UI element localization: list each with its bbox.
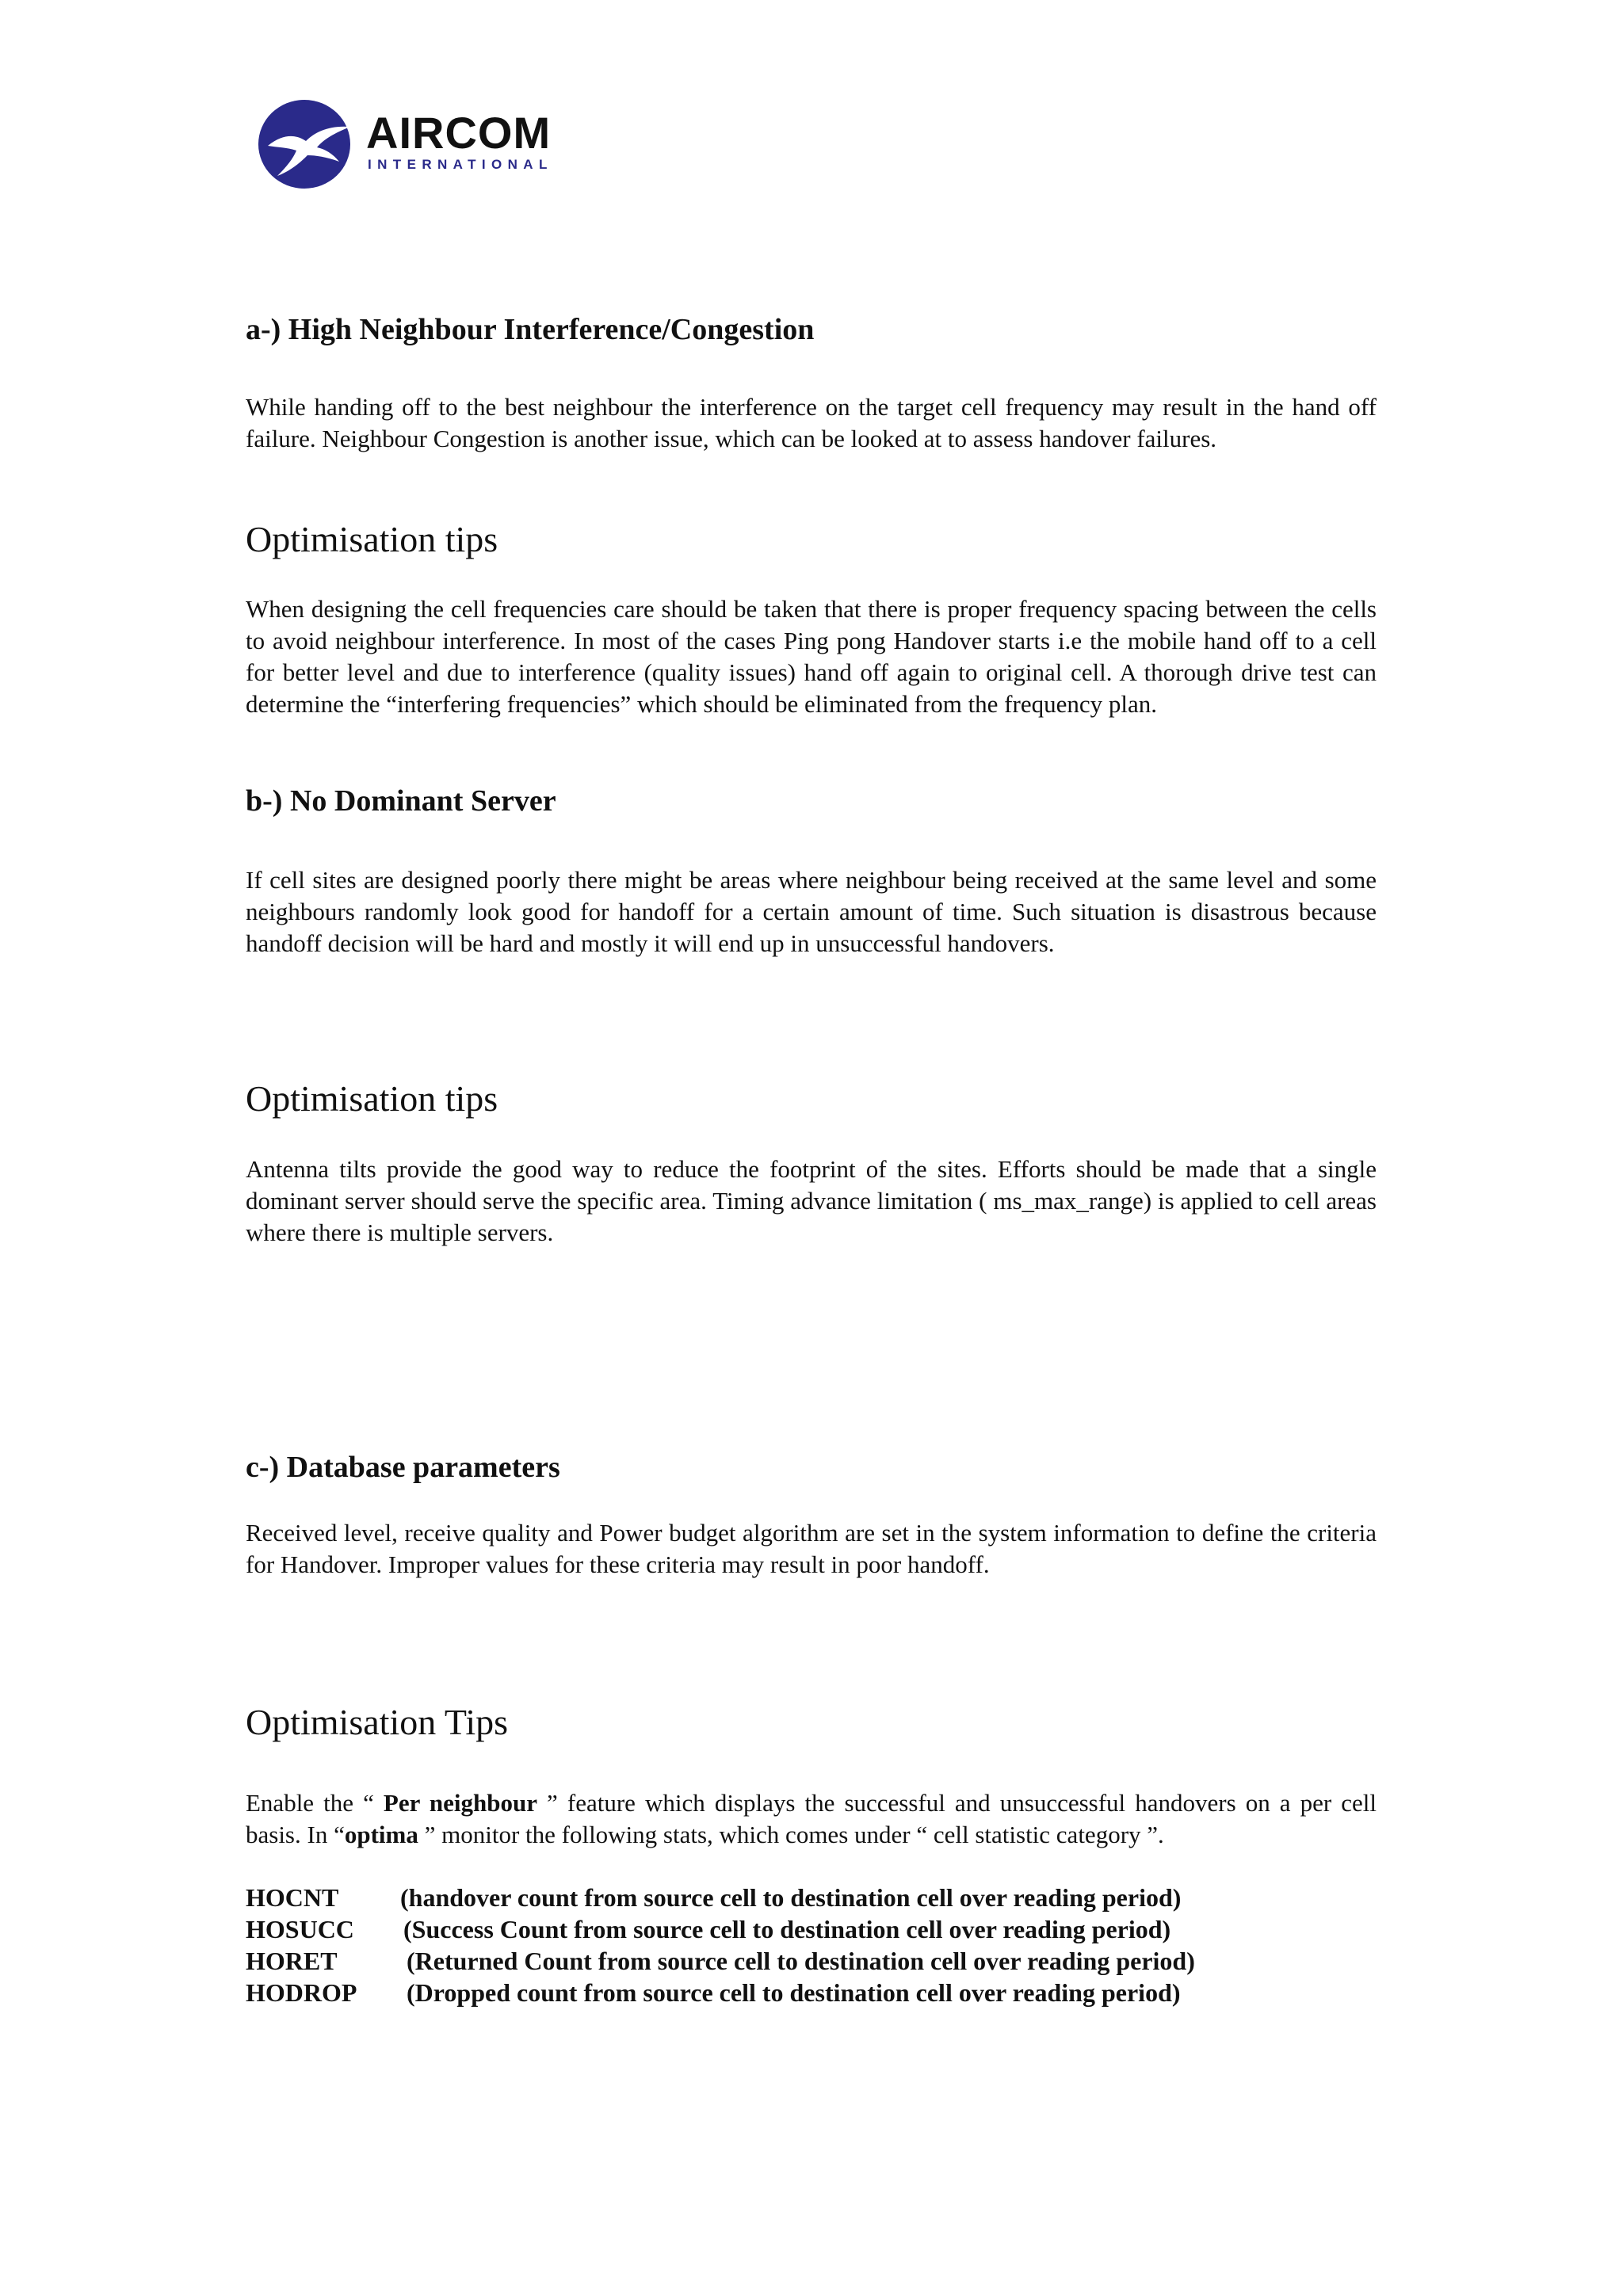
logo-subtitle: INTERNATIONAL bbox=[368, 157, 553, 172]
section-b-tips-heading: Optimisation tips bbox=[246, 1078, 498, 1119]
section-c-tips-heading-block bbox=[246, 1701, 1377, 1744]
section-b-heading-block bbox=[246, 783, 1377, 819]
stat-code: HOCNT bbox=[246, 1883, 339, 1912]
section-a-heading-block bbox=[246, 311, 1377, 348]
stat-code: HORET bbox=[246, 1947, 338, 1975]
logo-name: AIRCOM bbox=[366, 108, 552, 158]
aircom-logo bbox=[257, 98, 574, 193]
section-c-tips-heading: Optimisation Tips bbox=[246, 1702, 509, 1742]
tips-text-part-1: Enable the “ bbox=[246, 1789, 384, 1817]
section-c-body-block bbox=[246, 1517, 1377, 1581]
bird-emblem-icon bbox=[257, 98, 355, 190]
section-c-heading-block bbox=[246, 1449, 1377, 1486]
stat-row bbox=[246, 1882, 1377, 1913]
section-a-heading: a-) High Neighbour Interference/Congestion bbox=[246, 313, 815, 346]
stat-desc: (Success Count from source cell to destination cell over reading period) bbox=[403, 1915, 1171, 1943]
section-b-tips-body-block bbox=[246, 1154, 1377, 1249]
section-c-body: Received level, receive quality and Power budget algorithm are set in the system information to define the criteria for Handover. Improper values for these criteria may result in poor handoff. bbox=[246, 1519, 1377, 1578]
section-c-tips-body bbox=[246, 1787, 1377, 1851]
section-c-heading: c-) Database parameters bbox=[246, 1451, 560, 1484]
section-a-tips-body: When designing the cell frequencies care should be taken that there is proper frequency spacing between the cells to avoid neighbour interference. In most of the cases Ping pong Handover starts i.e the mobile hand off to a cell for better level and due to interference (quality issues) hand off again to original cell. A thorough drive test can determine the “interfering frequencies” which should be eliminated from the frequency plan. bbox=[246, 595, 1377, 718]
section-b-heading: b-) No Dominant Server bbox=[246, 784, 556, 818]
section-b-body-block bbox=[246, 864, 1377, 959]
stats-list bbox=[246, 1882, 1377, 2008]
section-a-tips-body-block bbox=[246, 593, 1377, 720]
stat-row bbox=[246, 1977, 1377, 2008]
section-a-body: While handing off to the best neighbour the interference on the target cell frequency may result in the hand off failure. Neighbour Congestion is another issue, which can be looked at to assess handover failures. bbox=[246, 393, 1377, 452]
stat-row bbox=[246, 1913, 1377, 1945]
section-b-body: If cell sites are designed poorly there might be areas where neighbour being received at the same level and some neighbours randomly look good for handoff for a certain amount of time. Such situation is disastrous because handoff decision will be hard and mostly it will end up in unsuccessful handovers. bbox=[246, 866, 1377, 957]
tips-text-part-3: ” monitor the following stats, which comes under “ cell statistic category ”. bbox=[418, 1821, 1164, 1848]
per-neighbour-term: Per neighbour bbox=[383, 1789, 537, 1817]
section-b-tips-body: Antenna tilts provide the good way to reduce the footprint of the sites. Efforts should be made that a single dominant server should serve the specific area. Timing advance limitation ( ms_max_range) is applied to cell areas where there is multiple servers. bbox=[246, 1155, 1377, 1246]
section-a-tips-heading-block bbox=[246, 518, 1377, 561]
stat-code: HODROP bbox=[246, 1978, 357, 2007]
tips-text-part-2: ” feature which displays the successful and unsuccessful handovers on a per cell basis. In “ bbox=[246, 1789, 1377, 1848]
stat-row bbox=[246, 1945, 1377, 1977]
section-b-tips-heading-block bbox=[246, 1077, 1377, 1120]
stat-desc: (Dropped count from source cell to destination cell over reading period) bbox=[407, 1978, 1181, 2007]
stat-code: HOSUCC bbox=[246, 1915, 354, 1943]
section-a-body-block bbox=[246, 391, 1377, 455]
optima-term: optima bbox=[344, 1821, 418, 1848]
stat-desc: (handover count from source cell to destination cell over reading period) bbox=[400, 1883, 1182, 1912]
stat-desc: (Returned Count from source cell to destination cell over reading period) bbox=[407, 1947, 1195, 1975]
section-a-tips-heading: Optimisation tips bbox=[246, 519, 498, 559]
section-c-tips-body-block bbox=[246, 1787, 1377, 1851]
